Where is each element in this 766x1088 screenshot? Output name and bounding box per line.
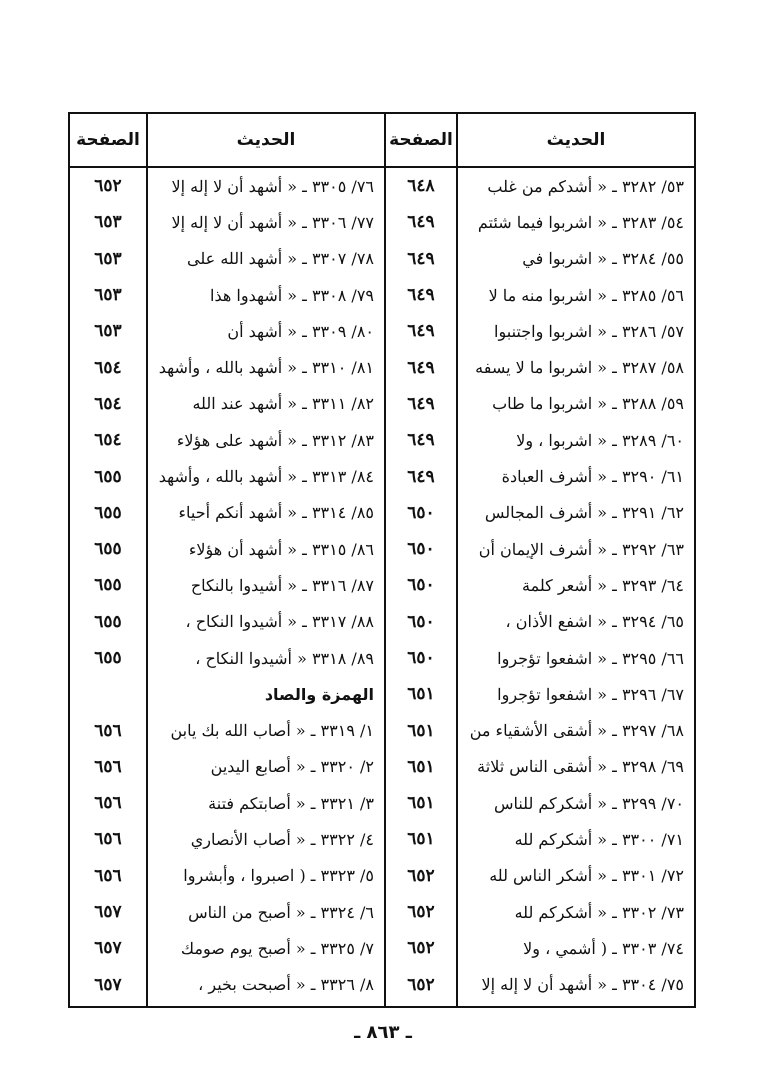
page-ref: ٦٥٧ <box>94 902 122 923</box>
hadith-entry: ٧٩/ ٣٣٠٨ ـ « أشهدوا هذا <box>210 285 374 305</box>
page-ref: ٦٥٥ <box>94 611 122 632</box>
page-ref: ٦٥٣ <box>94 248 122 269</box>
right-hadith-column <box>458 168 694 1003</box>
hadith-entry: ٢/ ٣٣٢٠ ـ « أصابع اليدين <box>210 757 374 777</box>
page-ref: ٦٥٠ <box>407 502 435 523</box>
hadith-entry: ٨٥/ ٣٣١٤ ـ « أشهد أنكم أحياء <box>178 503 374 523</box>
page-ref: ٦٤٩ <box>407 285 435 306</box>
hadith-entry: ٧٧/ ٣٣٠٦ ـ « أشهد أن لا إله إلا <box>171 212 374 232</box>
hadith-entry: ٦/ ٣٣٢٤ ـ « أصبح من الناس <box>188 902 374 922</box>
hadith-entry: ٦٥/ ٣٢٩٤ ـ « اشفع الأذان ، <box>505 612 684 632</box>
page-ref: ٦٥٧ <box>94 938 122 959</box>
page-ref: ٦٥٣ <box>94 321 122 342</box>
hadith-entry: ٥٥/ ٣٢٨٤ ـ « اشربوا في <box>522 249 684 269</box>
page-ref: ٦٥٤ <box>94 393 122 414</box>
hadith-entry: ٦٩/ ٣٢٩٨ ـ « أشقى الناس ثلاثة <box>477 757 684 777</box>
hadith-entry: ٥٧/ ٣٢٨٦ ـ « اشربوا واجتنبوا <box>494 321 684 341</box>
section-heading: الهمزة والصاد <box>264 684 374 704</box>
page-ref: ٦٤٩ <box>407 321 435 342</box>
page-ref: ٦٥٤ <box>94 430 122 451</box>
hadith-entry: ٦٨/ ٣٢٩٧ ـ « أشقى الأشقياء من <box>469 721 684 741</box>
hadith-entry: ٧٨/ ٣٣٠٧ ـ « أشهد الله على <box>187 249 374 269</box>
page-ref: ٦٥٠ <box>407 539 435 560</box>
hadith-entry: ٦٤/ ٣٢٩٣ ـ « أشعر كلمة <box>521 575 684 595</box>
page-ref: ٦٥٣ <box>94 285 122 306</box>
hadith-entry: ٦٣/ ٣٢٩٢ ـ « أشرف الإيمان أن <box>478 539 684 559</box>
hadith-entry: ٧/ ٣٣٢٥ ـ « أصبح يوم صومك <box>180 938 374 958</box>
right-page-column <box>386 168 456 1003</box>
hadith-entry: ٨١/ ٣٣١٠ ـ « أشهد بالله ، وأشهد <box>158 358 374 378</box>
page-ref: ٦٤٩ <box>407 466 435 487</box>
hadith-entry: ٦٧/ ٣٢٩٦ ـ « اشفعوا تؤجروا <box>497 684 684 704</box>
page-ref: ٦٥٧ <box>94 974 122 995</box>
hadith-entry: ٣/ ٣٣٢١ ـ « أصابتكم فتنة <box>208 793 374 813</box>
page-ref: ٦٥٥ <box>94 539 122 560</box>
hadith-entry: ٧١/ ٣٣٠٠ ـ « أشكركم لله <box>514 829 684 849</box>
page-ref: ٦٥٥ <box>94 502 122 523</box>
page-ref: ٦٥١ <box>407 793 435 814</box>
hadith-entry: ٦٦/ ٣٢٩٥ ـ « اشفعوا تؤجروا <box>497 648 684 668</box>
header-left-page: الصفحة <box>76 130 140 150</box>
page-ref: ٦٥٥ <box>94 575 122 596</box>
page-ref: ٦٤٨ <box>407 176 435 197</box>
hadith-entry: ٦١/ ٣٢٩٠ ـ « أشرف العبادة <box>501 467 684 487</box>
hadith-entry: ٦٠/ ٣٢٨٩ ـ « اشربوا ، ولا <box>516 430 684 450</box>
hadith-entry: ٤/ ٣٣٢٢ ـ « أصاب الأنصاري <box>190 829 374 849</box>
hadith-entry: ٥/ ٣٣٢٣ ـ ( اصبروا ، وأبشروا <box>183 866 374 886</box>
page-ref: ٦٥٢ <box>407 974 435 995</box>
page-ref: ٦٤٩ <box>407 248 435 269</box>
page-ref: ٦٥٠ <box>407 611 435 632</box>
page-ref: ٦٥٠ <box>407 648 435 668</box>
hadith-entry: ١/ ٣٣١٩ ـ « أصاب الله بك يابن <box>170 721 374 741</box>
hadith-entry: ٨٧/ ٣٣١٦ ـ « أشيدوا بالنكاح <box>190 575 374 595</box>
page-ref: ٦٥١ <box>407 756 435 777</box>
page-ref: ٦٥١ <box>407 720 435 741</box>
page-ref: ٦٥٦ <box>94 756 122 777</box>
hadith-entry: ٨٩/ ٣٣١٨ « أشيدوا النكاح ، <box>195 648 374 668</box>
page-ref: ٦٤٩ <box>407 357 435 378</box>
left-page-column <box>70 168 146 1003</box>
page-ref: ٦٥٠ <box>407 575 435 596</box>
hadith-entry: ٧٢/ ٣٣٠١ ـ « أشكر الناس لله <box>489 866 684 886</box>
page-ref: ٦٥٥ <box>94 466 122 487</box>
hadith-entry: ٥٩/ ٣٢٨٨ ـ « اشربوا ما طاب <box>492 394 684 414</box>
left-hadith-column <box>148 168 384 1003</box>
page-ref: ٦٥٦ <box>94 829 122 850</box>
header-left-hadith: الحديث <box>236 130 296 150</box>
page-ref: ٦٤٩ <box>407 393 435 414</box>
page-ref: ٦٥٦ <box>94 865 122 886</box>
hadith-entry: ٨٤/ ٣٣١٣ ـ « أشهد بالله ، وأشهد <box>158 467 374 487</box>
header-right-hadith: الحديث <box>546 130 606 150</box>
page-ref <box>70 676 146 712</box>
index-table <box>68 112 696 1008</box>
page-ref: ٦٥٣ <box>94 212 122 233</box>
hadith-entry: ٨٠/ ٣٣٠٩ ـ « أشهد أن <box>227 321 374 341</box>
page-ref: ٦٥٢ <box>94 176 122 197</box>
hadith-entry: ٨٨/ ٣٣١٧ ـ « أشيدوا النكاح ، <box>185 612 374 632</box>
page-ref: ٦٥٢ <box>407 865 435 886</box>
hadith-entry: ٧٥/ ٣٣٠٤ ـ « أشهد أن لا إله إلا <box>481 975 684 995</box>
hadith-entry: ٨٣/ ٣٣١٢ ـ « أشهد على هؤلاء <box>176 430 374 450</box>
page-ref: ٦٤٩ <box>407 430 435 451</box>
hadith-entry: ٦٢/ ٣٢٩١ ـ « أشرف المجالس <box>484 503 684 523</box>
hadith-entry: ٨٢/ ٣٣١١ ـ « أشهد عند الله <box>192 394 374 414</box>
page-number: ـ ٨٦٣ ـ <box>354 1022 412 1043</box>
hadith-entry: ٧٦/ ٣٣٠٥ ـ « أشهد أن لا إله إلا <box>171 176 374 196</box>
hadith-entry: ٥٨/ ٣٢٨٧ ـ « اشربوا ما لا يسفه <box>475 358 684 378</box>
page-ref: ٦٥٢ <box>407 938 435 959</box>
page-ref: ٦٥٦ <box>94 720 122 741</box>
page-ref: ٦٥٢ <box>407 902 435 923</box>
page-ref: ٦٥٥ <box>94 648 122 668</box>
hadith-entry: ٥٤/ ٣٢٨٣ ـ « اشربوا فيما شئتم <box>477 212 684 232</box>
hadith-entry: ٨٦/ ٣٣١٥ ـ « أشهد أن هؤلاء <box>188 539 374 559</box>
hadith-entry: ٥٣/ ٣٢٨٢ ـ « أشدكم من غلب <box>487 176 684 196</box>
page-ref: ٦٤٩ <box>407 212 435 233</box>
page-ref: ٦٥١ <box>407 684 435 705</box>
hadith-entry: ٥٦/ ٣٢٨٥ ـ « اشربوا منه ما لا <box>488 285 684 305</box>
page-ref: ٦٥٤ <box>94 357 122 378</box>
header-right-page: الصفحة <box>389 130 453 150</box>
hadith-entry: ٧٠/ ٣٢٩٩ ـ « أشكركم للناس <box>493 793 684 813</box>
hadith-entry: ٧٣/ ٣٣٠٢ ـ « أشكركم لله <box>514 902 684 922</box>
page-ref: ٦٥١ <box>407 829 435 850</box>
hadith-entry: ٧٤/ ٣٣٠٣ ـ ( أشمي ، ولا <box>523 938 684 958</box>
page-ref: ٦٥٦ <box>94 793 122 814</box>
hadith-entry: ٨/ ٣٣٢٦ ـ « أصبحت بخير ، <box>198 975 374 995</box>
